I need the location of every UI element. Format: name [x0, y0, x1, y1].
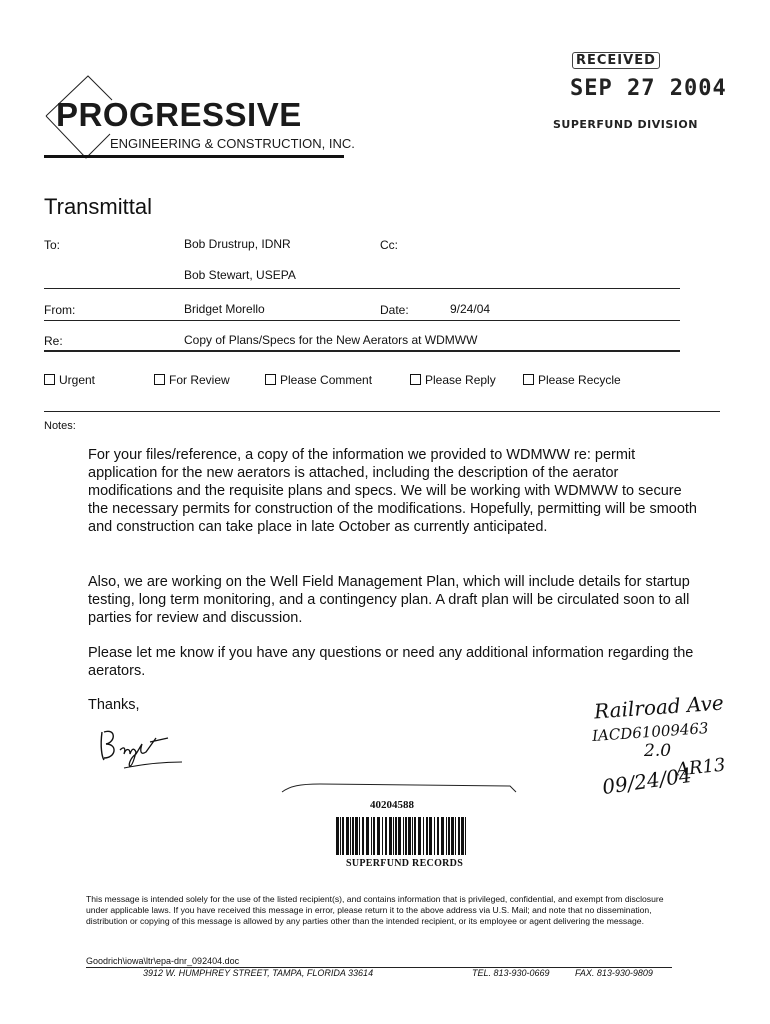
barcode-bar — [362, 817, 364, 855]
division-stamp: SUPERFUND DIVISION — [553, 118, 698, 131]
checkbox-icon — [523, 374, 534, 385]
barcode-bar — [371, 817, 372, 855]
barcode-bar — [403, 817, 404, 855]
to-recipient-2: Bob Stewart, USEPA — [184, 268, 296, 282]
barcode-bar — [418, 817, 421, 855]
company-name: PROGRESSIVE — [56, 96, 302, 133]
barcode-bar — [437, 817, 439, 855]
barcode-bar — [455, 817, 456, 855]
barcode-bar — [385, 817, 387, 855]
barcode-bar — [414, 817, 416, 855]
footer-telephone: TEL. 813-930-0669 — [472, 968, 550, 978]
barcode-caption: SUPERFUND RECORDS — [346, 858, 464, 869]
barcode-bar — [366, 817, 369, 855]
barcode-bar — [355, 817, 358, 855]
barcode-bar — [336, 817, 339, 855]
cc-label: Cc: — [380, 238, 398, 252]
barcode-bar — [412, 817, 413, 855]
from-value: Bridget Morello — [184, 302, 265, 316]
checkbox-icon — [154, 374, 165, 385]
barcode-bar — [382, 817, 383, 855]
to-label: To: — [44, 238, 61, 252]
notes-paragraph-2: Also, we are working on the Well Field Management Plan, which will include details for startup testing, long term monitoring, and a contingency plan. A draft plan will be circulated soon to all parties for review and discussion. — [88, 574, 690, 626]
barcode-bar — [441, 817, 444, 855]
checkbox-please-comment[interactable] — [265, 373, 372, 387]
checkbox-for-review[interactable] — [154, 373, 230, 387]
notes-label: Notes: — [44, 420, 76, 432]
barcode-bar — [373, 817, 375, 855]
footer-fax: FAX. 813-930-9809 — [575, 968, 653, 978]
checkbox-label: Urgent — [59, 373, 96, 387]
barcode-bar — [350, 817, 351, 855]
checkbox-label: Please Comment — [280, 373, 373, 387]
checkbox-label: Please Reply — [425, 373, 496, 387]
barcode-bar — [408, 817, 411, 855]
company-subtitle: ENGINEERING & CONSTRUCTION, INC. — [110, 136, 355, 151]
barcode-bar — [434, 817, 435, 855]
confidentiality-disclaimer: This message is intended solely for the use of the listed recipient(s), and contains information that is privileged, confidential, and exempt from disclosure under applicable laws. If you have received this message in error, please return it to the above address via U.S. Mail; and note that no dissemination, distribution or copying of this message is allowed by any parties other than the intended recipient, or its employee or agent delivering the message. — [86, 894, 664, 926]
barcode-bar — [359, 817, 360, 855]
barcode-bar — [405, 817, 407, 855]
from-label: From: — [44, 303, 76, 317]
document-title: Transmittal — [44, 194, 152, 219]
checkbox-please-recycle[interactable] — [523, 373, 621, 387]
barcode-bar — [458, 817, 460, 855]
checkbox-please-reply[interactable] — [410, 373, 496, 387]
checkbox-urgent[interactable] — [44, 373, 95, 387]
handwriting-line-1: Railroad Ave — [593, 690, 725, 724]
barcode-bracket — [280, 780, 520, 800]
barcode-bar — [346, 817, 349, 855]
barcode-bar — [398, 817, 401, 855]
divider — [44, 320, 680, 321]
checkbox-icon — [44, 374, 55, 385]
re-label: Re: — [44, 334, 63, 348]
handwriting-line-4: 09/24/04 — [600, 762, 694, 800]
checkbox-icon — [265, 374, 276, 385]
notes-paragraph-1: For your files/reference, a copy of the information we provided to WDMWW re: permit application for the new aerators is attached, including the description of the aerator modifications and the requisite plans and specs. We will be working with WDMWW to secure the necessary permits for construction of the modifications. Hopefully, permitting will be smooth and construction can take place in late October as currently anticipated. — [88, 447, 697, 535]
checkbox-label: Please Recycle — [538, 373, 621, 387]
logo-underline — [44, 155, 344, 158]
footer-address: 3912 W. HUMPHREY STREET, TAMPA, FLORIDA 33614 — [143, 968, 374, 978]
re-value: Copy of Plans/Specs for the New Aerators at WDMWW — [184, 333, 478, 347]
barcode-bar — [342, 817, 344, 855]
barcode-bar — [465, 817, 466, 855]
barcode-bar — [340, 817, 341, 855]
barcode-number: 40204588 — [370, 799, 414, 811]
date-value: 9/24/04 — [450, 302, 491, 316]
closing-text: Thanks, — [88, 697, 140, 713]
checkbox-label: For Review — [169, 373, 230, 387]
divider — [44, 411, 720, 412]
barcode-bar — [377, 817, 380, 855]
file-path: Goodrich\iowa\ltr\epa-dnr_092404.doc — [86, 956, 240, 966]
barcode-bar — [446, 817, 447, 855]
handwriting-line-5: AR13 — [675, 754, 727, 781]
divider — [44, 288, 680, 289]
handwriting-line-2: IACD61009463 — [591, 718, 710, 746]
barcode-bar — [352, 817, 354, 855]
barcode-bar — [426, 817, 428, 855]
barcode-bar — [451, 817, 454, 855]
barcode-bar — [395, 817, 397, 855]
checkbox-icon — [410, 374, 421, 385]
notes-paragraph-3: Please let me know if you have any questions or need any additional information regarding the aerators. — [88, 645, 694, 679]
signature-graphic — [98, 722, 198, 772]
barcode-bar — [393, 817, 394, 855]
barcode-bar — [461, 817, 464, 855]
received-date-stamp: SEP 27 2004 — [570, 76, 727, 101]
barcode-bar — [389, 817, 392, 855]
received-stamp: RECEIVED — [572, 52, 660, 69]
handwriting-line-3: 2.0 — [644, 741, 672, 761]
barcode-bar — [423, 817, 424, 855]
barcode-bar — [429, 817, 432, 855]
date-label: Date: — [380, 303, 409, 317]
divider — [44, 350, 680, 352]
barcode-bar — [448, 817, 450, 855]
barcode — [336, 817, 468, 855]
to-recipient-1: Bob Drustrup, IDNR — [184, 237, 291, 251]
